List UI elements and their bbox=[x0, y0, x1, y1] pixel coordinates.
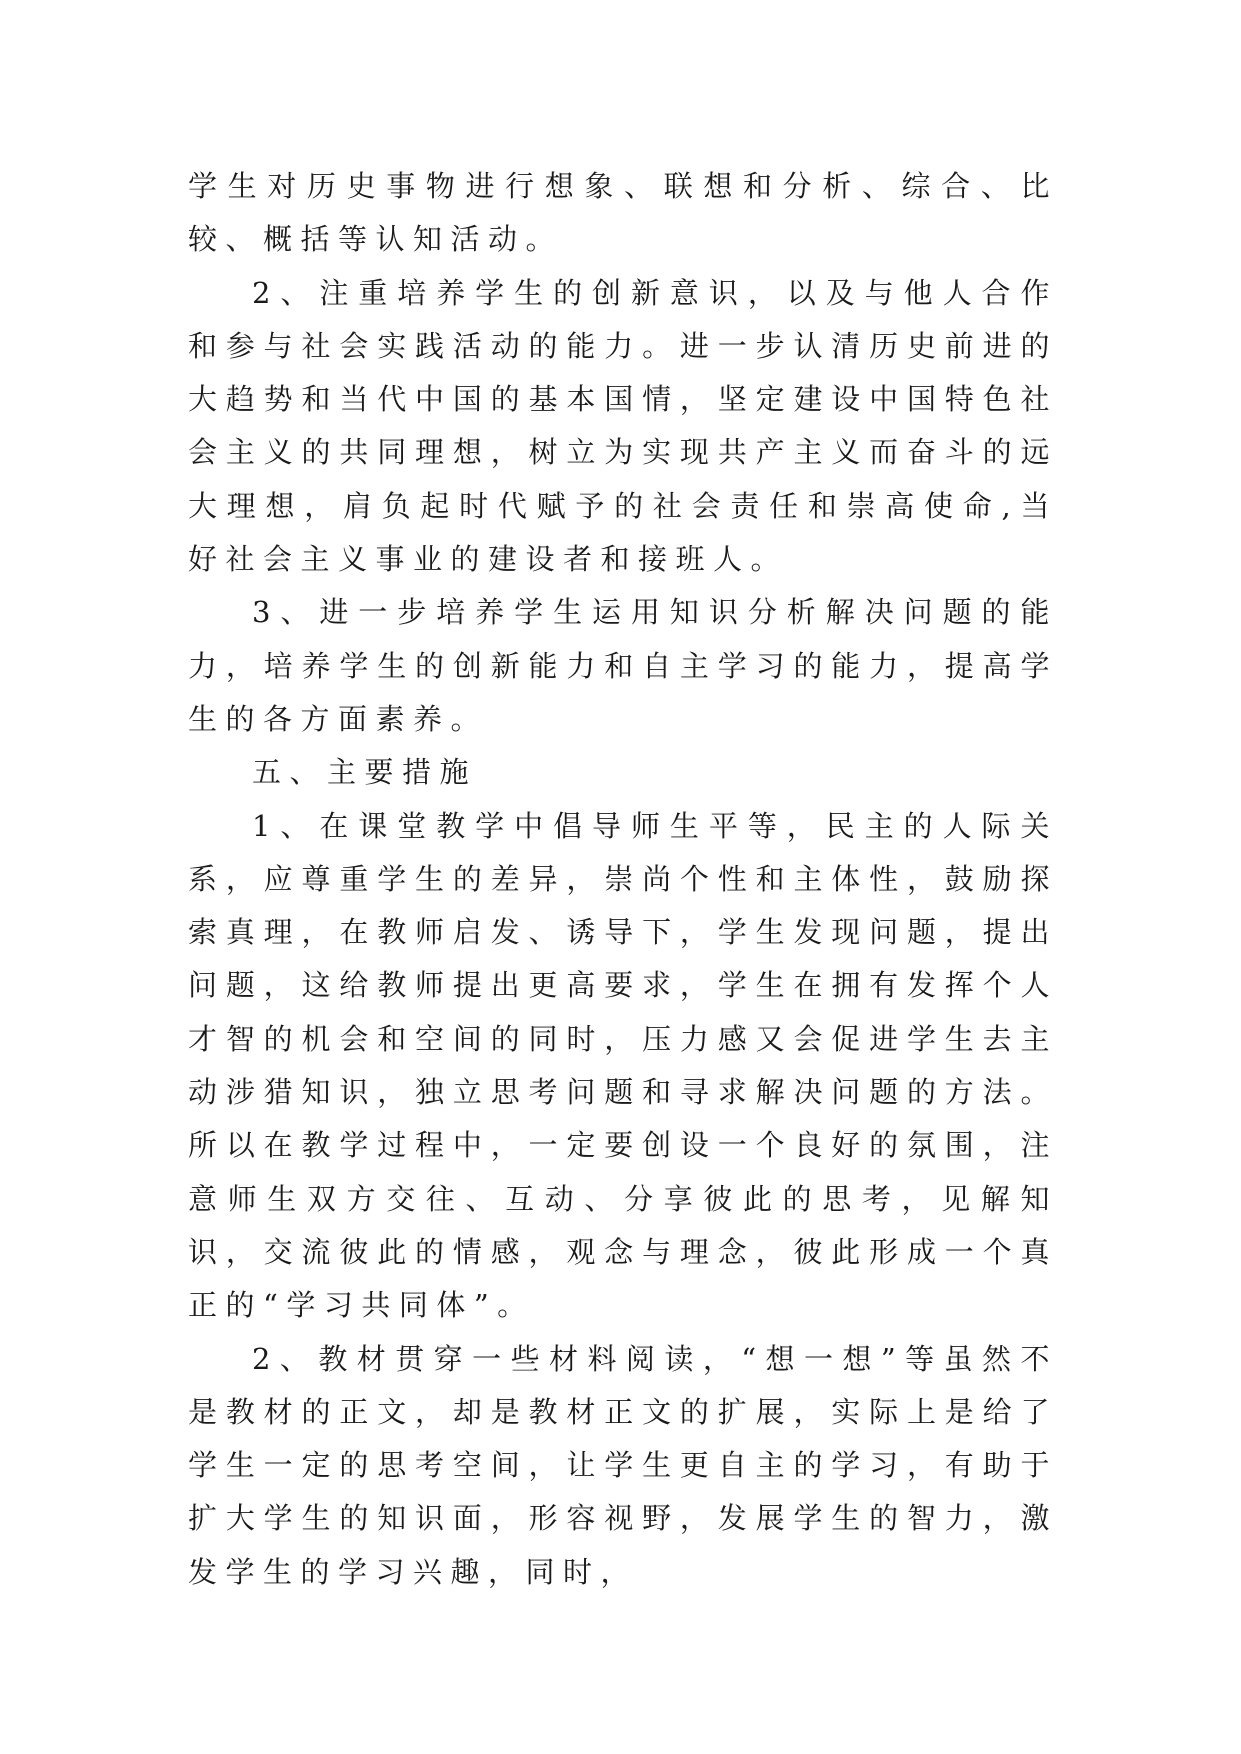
paragraph-measure-1: 1、在课堂教学中倡导师生平等，民主的人际关系，应尊重学生的差异，崇尚个性和主体性，鼓励探索真理，在教师启发、诱导下，学生发现问题，提出问题，这给教师提出更高要求，学生在拥有发挥个人才智的机会和空间的同时，压力感又会促进学生去主动涉猎知识，独立思考问题和寻求解决问题的方法。所以在教学过程中，一定要创设一个良好的氛围，注意师生双方交往、互动、分享彼此的思考，见解知识，交流彼此的情感，观念与理念，彼此形成一个真正的“学习共同体”。 bbox=[188, 808, 1058, 1323]
paragraph-goal-2: 2、注重培养学生的创新意识，以及与他人合作和参与社会实践活动的能力。进一步认清历史前进的大趋势和当代中国的基本国情，坚定建设中国特色社会主义的共同理想，树立为实现共产主义而奋斗的远大理想，肩负起时代赋予的社会责任和崇高使命,当好社会主义事业的建设者和接班人。 bbox=[188, 275, 1058, 577]
paragraph-measure-2: 2、教材贯穿一些材料阅读，“想一想”等虽然不是教材的正文，却是教材正文的扩展，实际上是给了学生一定的思考空间，让学生更自主的学习，有助于扩大学生的知识面，形容视野，发展学生的智力，激发学生的学习兴趣，同时， bbox=[188, 1341, 1058, 1589]
section-heading-main-measures: 五、主要措施 bbox=[252, 755, 478, 790]
document-body bbox=[188, 160, 1058, 1599]
paragraph-continuation: 学生对历史事物进行想象、联想和分析、综合、比较、概括等认知活动。 bbox=[188, 169, 1058, 257]
paragraph-goal-3: 3、进一步培养学生运用知识分析解决问题的能力，培养学生的创新能力和自主学习的能力，提高学生的各方面素养。 bbox=[188, 595, 1058, 736]
